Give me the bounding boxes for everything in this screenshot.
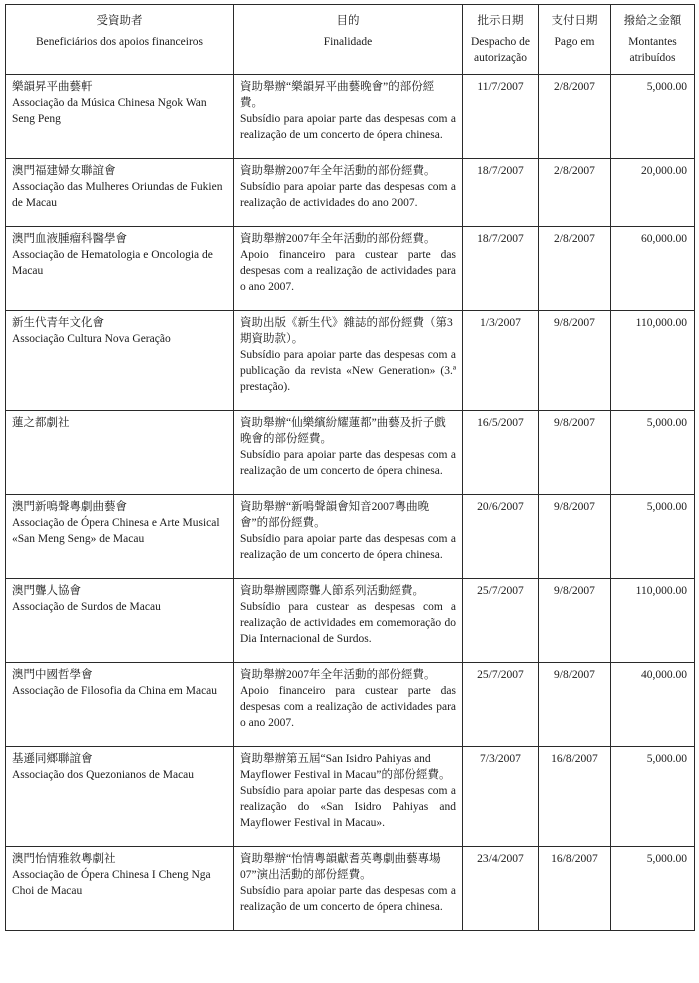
payment-date-cell: 16/8/2007 (539, 747, 611, 847)
purpose-text-pt: Apoio financeiro para custear parte das despesas com a realização de actividades para o ano 2007. (240, 249, 456, 293)
payment-date-cell: 9/8/2007 (539, 495, 611, 579)
purpose-text-pt: Subsídio para apoiar parte das despesas com a realização de actividades do ano 2007. (240, 181, 456, 209)
purpose-cell (234, 579, 463, 663)
beneficiary-cell (6, 311, 234, 411)
header-payment-date-zh: 支付日期 (551, 15, 598, 27)
header-cell-payment-date (539, 5, 611, 75)
amount-cell: 60,000.00 (611, 227, 695, 311)
header-authorization-date-zh: 批示日期 (477, 15, 524, 27)
purpose-text-zh: 資助舉辦2007年全年活動的部份經費。 (240, 233, 436, 245)
purpose-text-zh: 資助舉辦“怡情粵韻獻耆英粵劇曲藝專場07”演出活動的部份經費。 (240, 853, 441, 881)
purpose-text-zh: 資助出版《新生代》雜誌的部份經費（第3期資助款）。 (240, 317, 453, 345)
header-cell-beneficiary (6, 5, 234, 75)
purpose-cell (234, 75, 463, 159)
amount-cell: 110,000.00 (611, 579, 695, 663)
beneficiary-name-zh: 澳門福建婦女聯誼會 (12, 165, 116, 177)
grant-row (6, 495, 695, 579)
header-beneficiary-zh: 受資助者 (96, 15, 143, 27)
grants-table (5, 4, 695, 931)
header-amount-pt: Montantes atribuídos (628, 36, 677, 64)
payment-date-cell: 2/8/2007 (539, 75, 611, 159)
beneficiary-cell (6, 227, 234, 311)
amount-cell: 5,000.00 (611, 411, 695, 495)
grant-row (6, 311, 695, 411)
beneficiary-cell (6, 159, 234, 227)
header-amount-zh: 撥給之金額 (623, 15, 682, 27)
beneficiary-cell (6, 75, 234, 159)
purpose-cell (234, 495, 463, 579)
authorization-date-cell: 25/7/2007 (463, 579, 539, 663)
purpose-cell (234, 311, 463, 411)
purpose-text-pt: Apoio financeiro para custear parte das despesas com a realização de actividades para o ano 2007. (240, 685, 456, 729)
table-header-row (6, 5, 695, 75)
amount-cell: 40,000.00 (611, 663, 695, 747)
purpose-cell (234, 227, 463, 311)
amount-cell: 5,000.00 (611, 495, 695, 579)
beneficiary-cell (6, 579, 234, 663)
beneficiary-name-zh: 澳門新鳴聲粵劇曲藝會 (12, 501, 127, 513)
purpose-text-zh: 資助舉辦2007年全年活動的部份經費。 (240, 165, 436, 177)
purpose-cell (234, 159, 463, 227)
header-cell-authorization-date (463, 5, 539, 75)
purpose-cell (234, 663, 463, 747)
payment-date-cell: 2/8/2007 (539, 227, 611, 311)
purpose-text-zh: 資助舉辦2007年全年活動的部份經費。 (240, 669, 436, 681)
beneficiary-name-pt: Associação das Mulheres Oriundas de Fukien de Macau (12, 181, 223, 209)
authorization-date-cell: 11/7/2007 (463, 75, 539, 159)
grant-row (6, 75, 695, 159)
purpose-text-pt: Subsídio para apoiar parte das despesas com a realização de um concerto de ópera chinesa. (240, 885, 456, 913)
header-payment-date-pt: Pago em (554, 36, 595, 48)
grant-row (6, 227, 695, 311)
header-authorization-date-pt: Despacho de autorização (470, 36, 531, 64)
beneficiary-name-zh: 新生代青年文化會 (12, 317, 104, 329)
grants-table-body (6, 75, 695, 931)
authorization-date-cell: 18/7/2007 (463, 159, 539, 227)
payment-date-cell: 9/8/2007 (539, 411, 611, 495)
authorization-date-cell: 1/3/2007 (463, 311, 539, 411)
authorization-date-cell: 16/5/2007 (463, 411, 539, 495)
beneficiary-name-zh: 澳門血液腫瘤科醫學會 (12, 233, 127, 245)
beneficiary-name-pt: Associação de Surdos de Macau (12, 601, 161, 613)
authorization-date-cell: 25/7/2007 (463, 663, 539, 747)
beneficiary-cell (6, 663, 234, 747)
purpose-text-zh: 資助舉辦“樂韻昇平曲藝晚會”的部份經費。 (240, 81, 435, 109)
purpose-cell (234, 411, 463, 495)
grant-row (6, 663, 695, 747)
amount-cell: 20,000.00 (611, 159, 695, 227)
payment-date-cell: 16/8/2007 (539, 847, 611, 931)
purpose-text-zh: 資助舉辦第五屆“San Isidro Pahiyas and Mayflower Festival in Macau”的部份經費。 (240, 753, 451, 781)
authorization-date-cell: 20/6/2007 (463, 495, 539, 579)
header-beneficiary-pt: Beneficiários dos apoios financeiros (35, 36, 204, 48)
purpose-text-zh: 資助舉辦“仙樂繽紛耀蓮都”曲藝及折子戲晚會的部份經費。 (240, 417, 446, 445)
beneficiary-name-pt: Associação da Música Chinesa Ngok Wan Seng Peng (12, 97, 207, 125)
beneficiary-name-pt: Associação de Ópera Chinesa e Arte Musical «San Meng Seng» de Macau (12, 517, 220, 545)
purpose-text-pt: Subsídio para apoiar parte das despesas com a realização de um concerto de ópera chinesa. (240, 449, 456, 477)
beneficiary-cell (6, 747, 234, 847)
beneficiary-name-pt: Associação Cultura Nova Geração (12, 333, 171, 345)
amount-cell: 5,000.00 (611, 75, 695, 159)
beneficiary-name-zh: 澳門聾人協會 (12, 585, 81, 597)
grant-row (6, 159, 695, 227)
beneficiary-name-zh: 澳門中國哲學會 (12, 669, 93, 681)
header-cell-amount (611, 5, 695, 75)
purpose-cell (234, 847, 463, 931)
beneficiary-name-pt: Associação de Hematologia e Oncologia de Macau (12, 249, 213, 277)
header-purpose-zh: 目的 (336, 15, 360, 27)
purpose-text-pt: Subsídio para apoiar parte das despesas com a realização do «San Isidro Pahiyas and Mayflower Festival in Macau». (240, 785, 456, 829)
beneficiary-name-zh: 蓮之都劇社 (12, 417, 70, 429)
beneficiary-name-zh: 基遜同鄉聯誼會 (12, 753, 93, 765)
beneficiary-name-zh: 澳門怡情雅敘粵劇社 (12, 853, 116, 865)
beneficiary-name-pt: Associação de Filosofia da China em Macau (12, 685, 218, 697)
grant-row (6, 747, 695, 847)
purpose-text-pt: Subsídio para apoiar parte das despesas com a realização de um concerto de ópera chinesa. (240, 533, 456, 561)
authorization-date-cell: 18/7/2007 (463, 227, 539, 311)
purpose-cell (234, 747, 463, 847)
grant-row (6, 847, 695, 931)
authorization-date-cell: 23/4/2007 (463, 847, 539, 931)
beneficiary-cell (6, 847, 234, 931)
payment-date-cell: 9/8/2007 (539, 579, 611, 663)
payment-date-cell: 9/8/2007 (539, 311, 611, 411)
payment-date-cell: 9/8/2007 (539, 663, 611, 747)
purpose-text-pt: Subsídio para custear as despesas com a realização de actividades em comemoração do Dia Internacional de Surdos. (240, 601, 456, 645)
amount-cell: 5,000.00 (611, 847, 695, 931)
authorization-date-cell: 7/3/2007 (463, 747, 539, 847)
beneficiary-name-pt: Associação dos Quezonianos de Macau (12, 769, 195, 781)
purpose-text-pt: Subsídio para apoiar parte das despesas com a publicação da revista «New Generation» (3.ª prestação). (240, 349, 456, 393)
grant-row (6, 579, 695, 663)
payment-date-cell: 2/8/2007 (539, 159, 611, 227)
purpose-text-pt: Subsídio para apoiar parte das despesas com a realização de um concerto de ópera chinesa. (240, 113, 456, 141)
purpose-text-zh: 資助舉辦“新鳴聲韻會知音2007粵曲晚會”的部份經費。 (240, 501, 430, 529)
header-purpose-pt: Finalidade (323, 36, 373, 48)
amount-cell: 110,000.00 (611, 311, 695, 411)
grant-row (6, 411, 695, 495)
beneficiary-name-pt: Associação de Ópera Chinesa I Cheng Nga Choi de Macau (12, 869, 211, 897)
beneficiary-cell (6, 411, 234, 495)
purpose-text-zh: 資助舉辦國際聾人節系列活動經費。 (240, 585, 424, 597)
header-cell-purpose (234, 5, 463, 75)
beneficiary-cell (6, 495, 234, 579)
beneficiary-name-zh: 樂韻昇平曲藝軒 (12, 81, 93, 93)
amount-cell: 5,000.00 (611, 747, 695, 847)
